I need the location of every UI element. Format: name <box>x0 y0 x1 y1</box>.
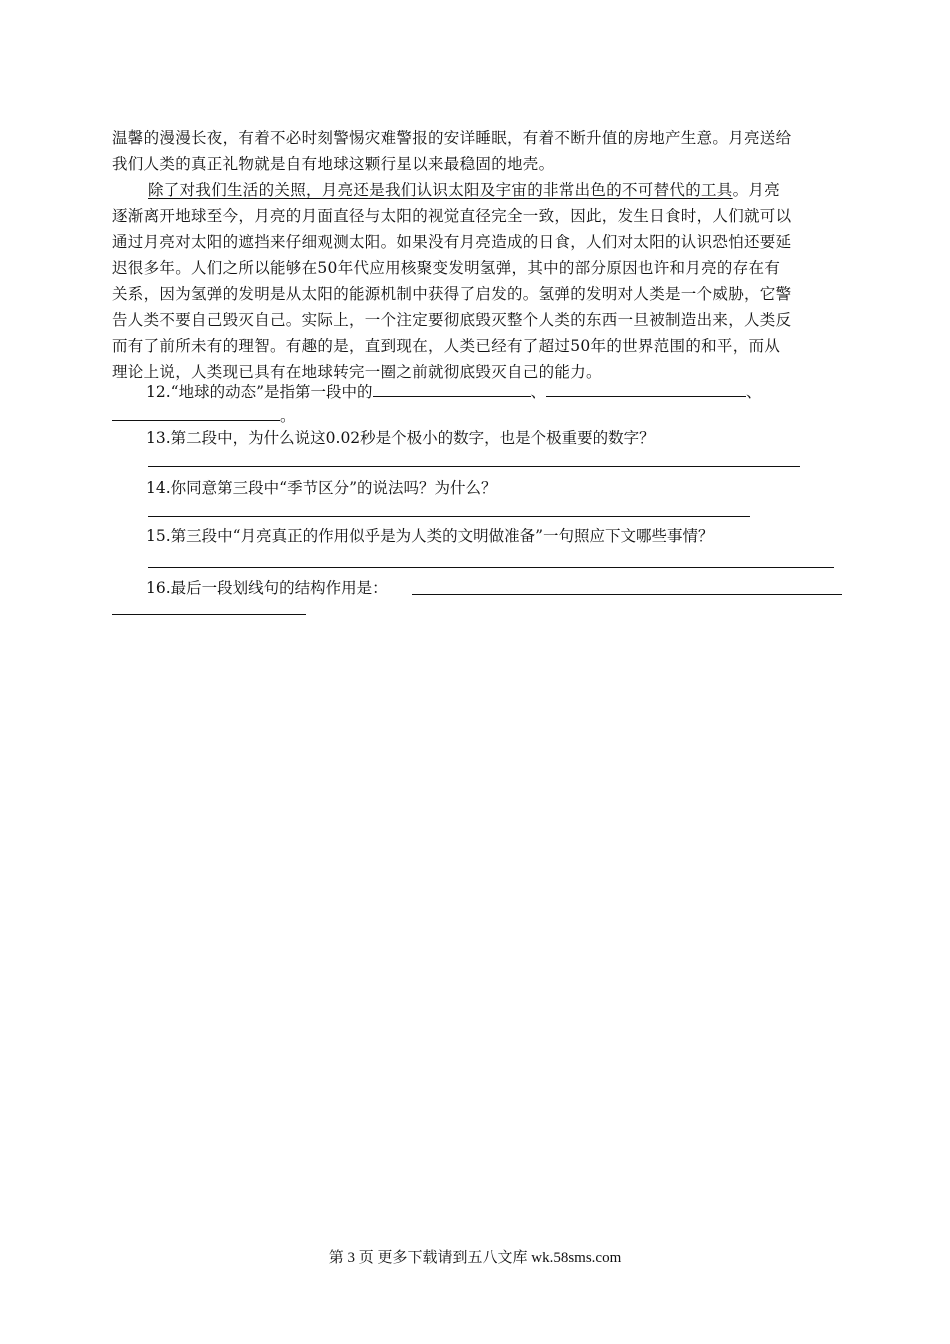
page-footer: 第 3 页 更多下载请到五八文库 wk.58sms.com <box>328 1250 622 1266</box>
passage-text: 。月亮 <box>732 181 781 199</box>
answer-blank[interactable] <box>373 380 531 397</box>
question-15: 15.第三段中“月亮真正的作用似乎是为人类的文明做准备”一句照应下文哪些事情？ <box>146 527 714 545</box>
underlined-sentence: 除了对我们生活的关照，月亮还是我们认识太阳及宇宙的非常出色的不可替代的工具 <box>148 181 733 199</box>
passage-line: 我们人类的真正礼物就是自有地球这颗行星以来最稳固的地壳。 <box>112 155 555 173</box>
passage-line: 理论上说，人类现已具有在地球转完一圈之前就彻底毁灭自己的能力。 <box>112 363 602 381</box>
answer-line[interactable] <box>112 614 306 615</box>
passage-line: 迟很多年。人们之所以能够在50年代应用核聚变发明氢弹，其中的部分原因也许和月亮的存在有 <box>112 259 781 277</box>
answer-line[interactable] <box>148 567 834 568</box>
passage-line: 关系，因为氢弹的发明是从太阳的能源机制中获得了启发的。氢弹的发明对人类是一个威胁，它警 <box>112 285 792 303</box>
passage-line: 而有了前所未有的理智。有趣的是，直到现在，人类已经有了超过50年的世界范围的和平，而从 <box>112 337 781 355</box>
question-12-cont <box>112 404 296 428</box>
passage-line: 告人类不要自己毁灭自己。实际上，一个注定要彻底毁灭整个人类的东西一旦被制造出来，人类反 <box>112 311 792 329</box>
question-16-text: 16.最后一段划线句的结构作用是： <box>146 579 388 597</box>
answer-line[interactable] <box>148 516 750 517</box>
separator: 、 <box>530 383 547 401</box>
question-12 <box>146 380 762 404</box>
separator: 、 <box>746 383 762 401</box>
passage-line: 通过月亮对太阳的遮挡来仔细观测太阳。如果没有月亮造成的日食，人们对太阳的认识恐怕还要延 <box>112 233 792 251</box>
question-16 <box>146 576 388 600</box>
period: 。 <box>280 407 296 425</box>
question-14: 14.你同意第三段中“季节区分”的说法吗？为什么？ <box>146 479 497 497</box>
answer-line[interactable] <box>412 594 842 595</box>
answer-line[interactable] <box>148 466 800 467</box>
passage-line <box>148 178 878 202</box>
answer-blank[interactable] <box>546 380 746 397</box>
passage-line: 逐渐离开地球至今，月亮的月面直径与太阳的视觉直径完全一致，因此，发生日食时，人们就可以 <box>112 207 792 225</box>
passage-line: 温馨的漫漫长夜，有着不必时刻警惕灾难警报的安详睡眠，有着不断升值的房地产生意。月亮送给 <box>112 129 792 147</box>
question-13: 13.第二段中，为什么说这0.02秒是个极小的数字，也是个极重要的数字？ <box>146 429 655 447</box>
question-12-text: 12.“地球的动态”是指第一段中的 <box>146 383 373 401</box>
answer-blank[interactable] <box>112 404 280 421</box>
